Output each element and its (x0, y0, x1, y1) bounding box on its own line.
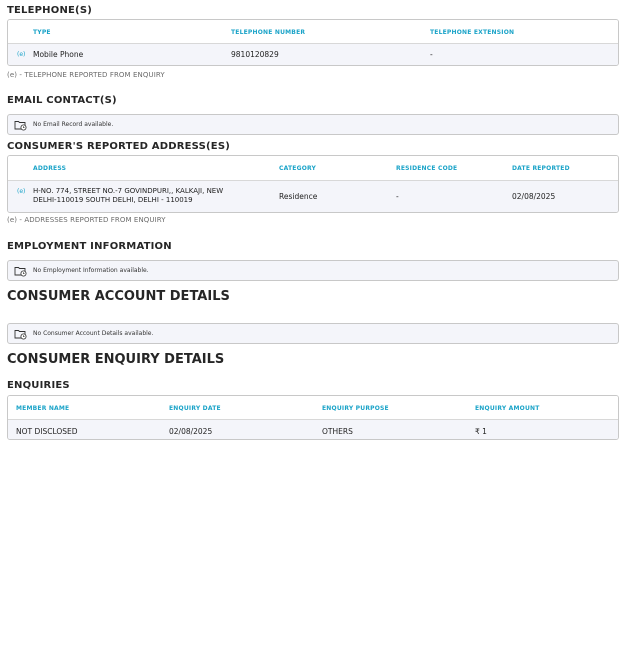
folder-clock-icon (14, 328, 27, 340)
enquiries-subtitle: ENQUIRIES (7, 380, 70, 391)
phone-extension: - (430, 50, 433, 59)
table-header-row (8, 20, 618, 44)
enquiry-amount: ₹ 1 (475, 427, 487, 436)
accounts-empty-message: No Consumer Account Details available. (33, 330, 154, 337)
table-header-row (8, 396, 618, 420)
header-enquiry-purpose: ENQUIRY PURPOSE (322, 405, 389, 412)
addresses-title: CONSUMER'S REPORTED ADDRESS(ES) (7, 141, 231, 152)
enquiry-details-title: CONSUMER ENQUIRY DETAILS (7, 352, 225, 367)
telephones-note: (e) - TELEPHONE REPORTED FROM ENQUIRY (7, 71, 165, 79)
table-row (8, 181, 618, 213)
enquiry-purpose: OTHERS (322, 427, 353, 436)
address-date-reported: 02/08/2025 (512, 192, 556, 201)
enquiries-table (7, 395, 619, 440)
folder-clock-icon (14, 265, 27, 277)
table-row (8, 44, 618, 66)
employment-empty-state (7, 260, 619, 281)
phone-number: 9810120829 (231, 50, 279, 59)
address-category: Residence (279, 192, 318, 201)
header-address: ADDRESS (33, 165, 67, 172)
addresses-note: (e) - ADDRESSES REPORTED FROM ENQUIRY (7, 216, 166, 224)
email-empty-message: No Email Record available. (33, 121, 114, 128)
header-member-name: MEMBER NAME (16, 405, 70, 412)
header-telephone-number: TELEPHONE NUMBER (231, 29, 306, 36)
email-empty-state (7, 114, 619, 135)
header-category: CATEGORY (279, 165, 317, 172)
accounts-empty-state (7, 323, 619, 344)
enquiry-tag: (e) (17, 51, 26, 58)
enquiry-member-name: NOT DISCLOSED (16, 427, 78, 436)
telephones-table (7, 19, 619, 66)
enquiry-date: 02/08/2025 (169, 427, 213, 436)
addresses-table (7, 155, 619, 213)
address-line-2: DELHI-110019 SOUTH DELHI, DELHI - 110019 (33, 196, 193, 204)
header-residence-code: RESIDENCE CODE (396, 165, 458, 172)
header-enquiry-amount: ENQUIRY AMOUNT (475, 405, 540, 412)
telephones-title: TELEPHONE(S) (7, 5, 92, 16)
header-type: TYPE (33, 29, 51, 36)
employment-empty-message: No Employment Information available. (33, 267, 149, 274)
folder-clock-icon (14, 119, 27, 131)
employment-title: EMPLOYMENT INFORMATION (7, 241, 172, 252)
address-residence-code: - (396, 192, 399, 201)
table-row (8, 420, 618, 440)
address-line-1: H-NO. 774, STREET NO.-7 GOVINDPURI,, KALKAJI, NEW (33, 187, 224, 195)
phone-type: Mobile Phone (33, 50, 84, 59)
header-telephone-extension: TELEPHONE EXTENSION (430, 29, 515, 36)
table-header-row (8, 156, 618, 181)
accounts-title: CONSUMER ACCOUNT DETAILS (7, 289, 230, 304)
enquiry-tag: (e) (17, 188, 26, 195)
header-date-reported: DATE REPORTED (512, 165, 570, 172)
header-enquiry-date: ENQUIRY DATE (169, 405, 221, 412)
email-title: EMAIL CONTACT(S) (7, 95, 117, 106)
